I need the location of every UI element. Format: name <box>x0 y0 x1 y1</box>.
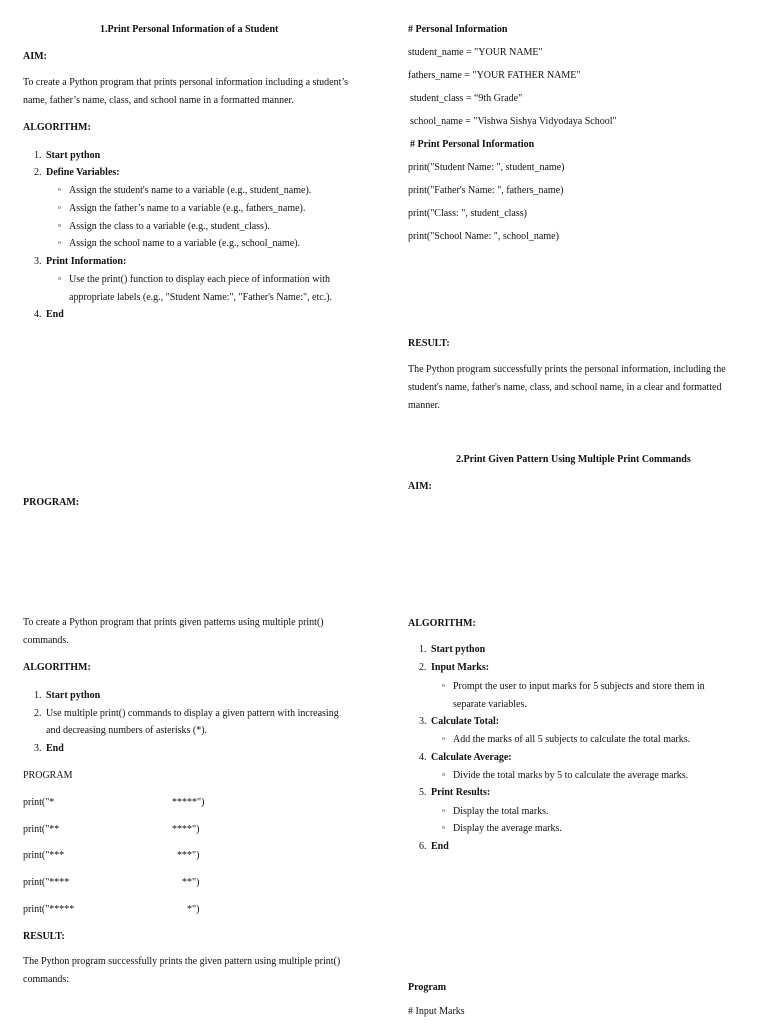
algo-step: Define Variables: <box>46 167 120 178</box>
algo-step-number: 3. <box>34 743 42 754</box>
pattern-code-left: print("* <box>23 797 55 808</box>
code-line: print("Student Name: ", student_name) <box>408 162 565 173</box>
code-comment: # Personal Information <box>408 24 508 35</box>
aim2-text: To create a Python program that prints given patterns using multiple print() commands. <box>23 617 324 646</box>
code-comment: # Input Marks <box>408 1006 465 1017</box>
algo-substep: Divide the total marks by 5 to calculate the average marks. <box>453 770 689 781</box>
code-line: fathers_name = "YOUR FATHER NAME" <box>408 70 581 81</box>
algo-step-number: 1. <box>34 150 42 161</box>
algo-step-number: 1. <box>419 644 427 655</box>
bullet-icon: o <box>442 683 445 689</box>
section-title-1: 1.Print Personal Information of a Student <box>100 24 279 35</box>
algo-substep: Use the print() function to display each piece of information with <box>69 274 331 285</box>
bullet-icon: o <box>58 223 61 229</box>
algo-substep: Display the total marks. <box>453 806 549 817</box>
result2-text: The Python program successfully prints the given pattern using multiple print() commands: <box>23 956 341 985</box>
algo-step-number: 2. <box>34 708 42 719</box>
algo-step: End <box>431 841 449 852</box>
algo-step-number: 4. <box>419 752 427 763</box>
pattern-code-right: ****") <box>172 824 200 835</box>
aim2-heading: AIM: <box>408 481 432 492</box>
algo-step-number: 5. <box>419 787 427 798</box>
code-line: print("Class: ", student_class) <box>408 208 527 219</box>
algo-step: Start python <box>46 690 101 701</box>
result-heading: RESULT: <box>408 338 450 349</box>
section-title-2: 2.Print Given Pattern Using Multiple Print Commands <box>456 454 691 465</box>
program3-heading: Program <box>408 982 447 993</box>
aim-heading: AIM: <box>23 51 47 62</box>
code-line: school_name = "Vishwa Sishya Vidyodaya School" <box>410 116 617 127</box>
algo-step: Print Results: <box>431 787 491 798</box>
algo-step: Calculate Total: <box>431 716 500 727</box>
algo-step: Start python <box>46 150 101 161</box>
bullet-icon: o <box>442 772 445 778</box>
algorithm3-heading: ALGORITHM: <box>408 618 476 629</box>
bullet-icon: o <box>58 205 61 211</box>
bullet-icon: o <box>442 825 445 831</box>
pattern-code-right: *") <box>187 904 200 915</box>
algorithm2-heading: ALGORITHM: <box>23 662 91 673</box>
algo-step-number: 1. <box>34 690 42 701</box>
pattern-code-right: *****") <box>172 797 205 808</box>
pattern-code-right: ***") <box>177 850 200 861</box>
code-line: student_name = "YOUR NAME" <box>408 47 543 58</box>
algo-step: Input Marks: <box>431 662 490 673</box>
bullet-icon: o <box>442 808 445 814</box>
code-line: print("School Name: ", school_name) <box>408 231 559 242</box>
code-comment: # Print Personal Information <box>410 139 535 150</box>
bullet-icon: o <box>58 187 61 193</box>
bullet-icon: o <box>58 240 61 246</box>
program2-heading: PROGRAM <box>23 770 73 781</box>
algo-substep: Assign the class to a variable (e.g., student_class). <box>69 221 270 232</box>
algo-step: Calculate Average: <box>431 752 512 763</box>
algo-substep: separate variables. <box>453 699 527 710</box>
algo-step: Use multiple print() commands to display a given pattern with increasing <box>46 708 339 719</box>
algo-substep: Assign the school name to a variable (e.g., school_name). <box>69 238 301 249</box>
bullet-icon: o <box>58 276 61 282</box>
algo-step: Print Information: <box>46 256 127 267</box>
algo-step-number: 2. <box>34 167 42 178</box>
algorithm-heading: ALGORITHM: <box>23 122 91 133</box>
pattern-code-left: print("*** <box>23 850 65 861</box>
code-line: print("Father's Name: ", fathers_name) <box>408 185 564 196</box>
algo-step-number: 3. <box>419 716 427 727</box>
algo-step: End <box>46 743 64 754</box>
algo-step-number: 6. <box>419 841 427 852</box>
result2-heading: RESULT: <box>23 931 65 942</box>
algo-step: and decreasing numbers of asterisks (*). <box>46 725 208 736</box>
algo-step: End <box>46 309 64 320</box>
pattern-code-left: print("**** <box>23 877 70 888</box>
pattern-code-left: print("***** <box>23 904 75 915</box>
code-line: student_class = “9th Grade" <box>410 93 523 104</box>
algo-substep: Display the average marks. <box>453 823 562 834</box>
algo-substep: Add the marks of all 5 subjects to calculate the total marks. <box>453 734 691 745</box>
algo-step-number: 2. <box>419 662 427 673</box>
algo-substep: Assign the father’s name to a variable (e.g., fathers_name). <box>69 203 306 214</box>
algo-substep: appropriate labels (e.g., "Student Name:", "Father's Name:", etc.). <box>69 292 333 303</box>
bullet-icon: o <box>442 736 445 742</box>
algo-substep: Assign the student's name to a variable (e.g., student_name). <box>69 185 312 196</box>
program-heading: PROGRAM: <box>23 497 80 508</box>
result-text: The Python program successfully prints the personal information, including the student's name, father's name, class, and school name, in a clear and formatted manner. <box>408 364 726 411</box>
algo-step-number: 4. <box>34 309 42 320</box>
algo-step: Start python <box>431 644 486 655</box>
pattern-code-left: print("** <box>23 824 60 835</box>
algo-substep: Prompt the user to input marks for 5 subjects and store them in <box>453 681 705 692</box>
algo-step-number: 3. <box>34 256 42 267</box>
pattern-code-right: **") <box>182 877 200 888</box>
aim-text: To create a Python program that prints personal information including a student’s name, father’s name, class, and school name in a formatted manner. <box>23 77 349 106</box>
